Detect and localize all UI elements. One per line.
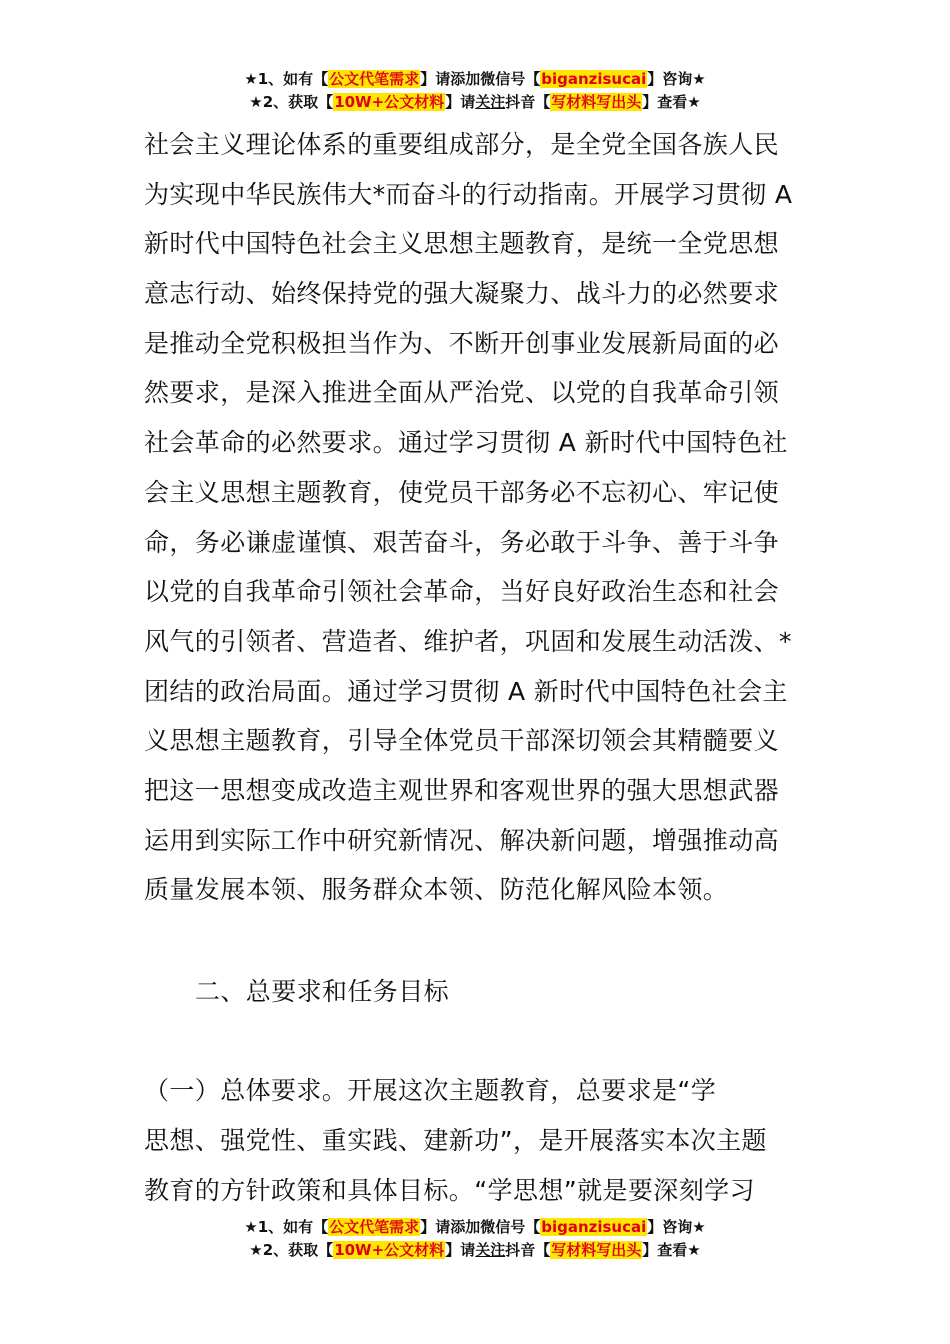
banner-highlight-ghostwriting: 公文代笔需求 (329, 70, 420, 88)
body-line: 运用到实际工作中研究新情况、解决新问题，增强推动高 (144, 825, 780, 855)
banner-highlight-douyin-account: 写材料写出头 (551, 93, 642, 111)
body-line: 质量发展本领、服务群众本领、防范化解风险本领。 (144, 875, 729, 905)
body-line: 命，务必谦虚谨慎、艰苦奋斗，务必敢于斗争、善于斗争 (144, 527, 780, 557)
banner-line-2-suffix: 】查看★ (642, 1241, 701, 1259)
body-line: 意志行动、始终保持党的强大凝聚力、战斗力的必然要求 (144, 279, 780, 309)
banner-line-2-prefix: ★2、获取【 (249, 93, 334, 111)
body-line: 风气的引领者、营造者、维护者，巩固和发展生动活泼、* (144, 626, 792, 656)
banner-highlight-douyin-account: 写材料写出头 (551, 1241, 642, 1259)
body-line: 新时代中国特色社会主义思想主题教育，是统一全党思想 (144, 229, 780, 259)
banner-highlight-ghostwriting: 公文代笔需求 (329, 1218, 420, 1236)
banner-highlight-wechat-id: biganzisucai (541, 70, 647, 88)
banner-line-2-middle-2: 抖音【 (505, 1241, 551, 1259)
banner-line-2-prefix: ★2、获取【 (249, 1241, 334, 1259)
banner-line-1-prefix: ★1、如有【 (244, 70, 329, 88)
banner-line-1 (0, 1216, 950, 1239)
paragraph-line: （一）总体要求。开展这次主题教育，总要求是“学 (144, 1076, 717, 1105)
body-line: 社会革命的必然要求。通过学习贯彻 A 新时代中国特色社 (144, 428, 788, 458)
section-heading: 二、总要求和任务目标 (195, 977, 450, 1006)
banner-line-1 (0, 68, 950, 91)
banner-line-1-middle: 】请添加微信号【 (420, 70, 541, 88)
paragraph-line: 思想、强党性、重实践、建新功”，是开展落实本次主题 (144, 1126, 767, 1155)
footer-banner (0, 1216, 950, 1262)
body-line: 团结的政治局面。通过学习贯彻 A 新时代中国特色社会主 (144, 676, 788, 706)
body-line: 以党的自我革命引领社会革命，当好良好政治生态和社会 (144, 577, 780, 607)
banner-line-1-suffix: 】咨询★ (647, 70, 706, 88)
paragraph-line: 教育的方针政策和具体目标。“学思想”就是要深刻学习 (144, 1176, 755, 1205)
banner-underlined-follow: 关注 (475, 1241, 506, 1259)
banner-line-2 (0, 1239, 950, 1262)
body-line: 为实现中华民族伟大*而奋斗的行动指南。开展学习贯彻 A (144, 179, 793, 209)
banner-line-1-prefix: ★1、如有【 (244, 1218, 329, 1236)
banner-underlined-follow: 关注 (475, 93, 506, 111)
body-line: 社会主义理论体系的重要组成部分，是全党全国各族人民 (144, 130, 780, 159)
body-line: 把这一思想变成改造主观世界和客观世界的强大思想武器 (144, 775, 780, 805)
body-line: 然要求，是深入推进全面从严治党、以党的自我革命引领 (144, 378, 780, 408)
header-banner (0, 68, 950, 114)
banner-line-2-middle-2: 抖音【 (505, 93, 551, 111)
body-line: 会主义思想主题教育，使党员干部务必不忘初心、牢记使 (144, 477, 780, 507)
body-paragraph (144, 120, 808, 915)
general-requirements-paragraph (144, 1066, 808, 1216)
banner-line-2-middle-1: 】请 (445, 1241, 476, 1259)
banner-highlight-materials: 10W+公文材料 (334, 1241, 445, 1259)
body-line: 是推动全党积极担当作为、不断开创事业发展新局面的必 (144, 328, 780, 358)
banner-line-2-middle-1: 】请 (445, 93, 476, 111)
banner-line-1-suffix: 】咨询★ (647, 1218, 706, 1236)
banner-highlight-materials: 10W+公文材料 (334, 93, 445, 111)
body-line: 义思想主题教育，引导全体党员干部深切领会其精髓要义 (144, 726, 780, 756)
banner-highlight-wechat-id: biganzisucai (541, 1218, 647, 1236)
banner-line-2-suffix: 】查看★ (642, 93, 701, 111)
banner-line-1-middle: 】请添加微信号【 (420, 1218, 541, 1236)
banner-line-2 (0, 91, 950, 114)
